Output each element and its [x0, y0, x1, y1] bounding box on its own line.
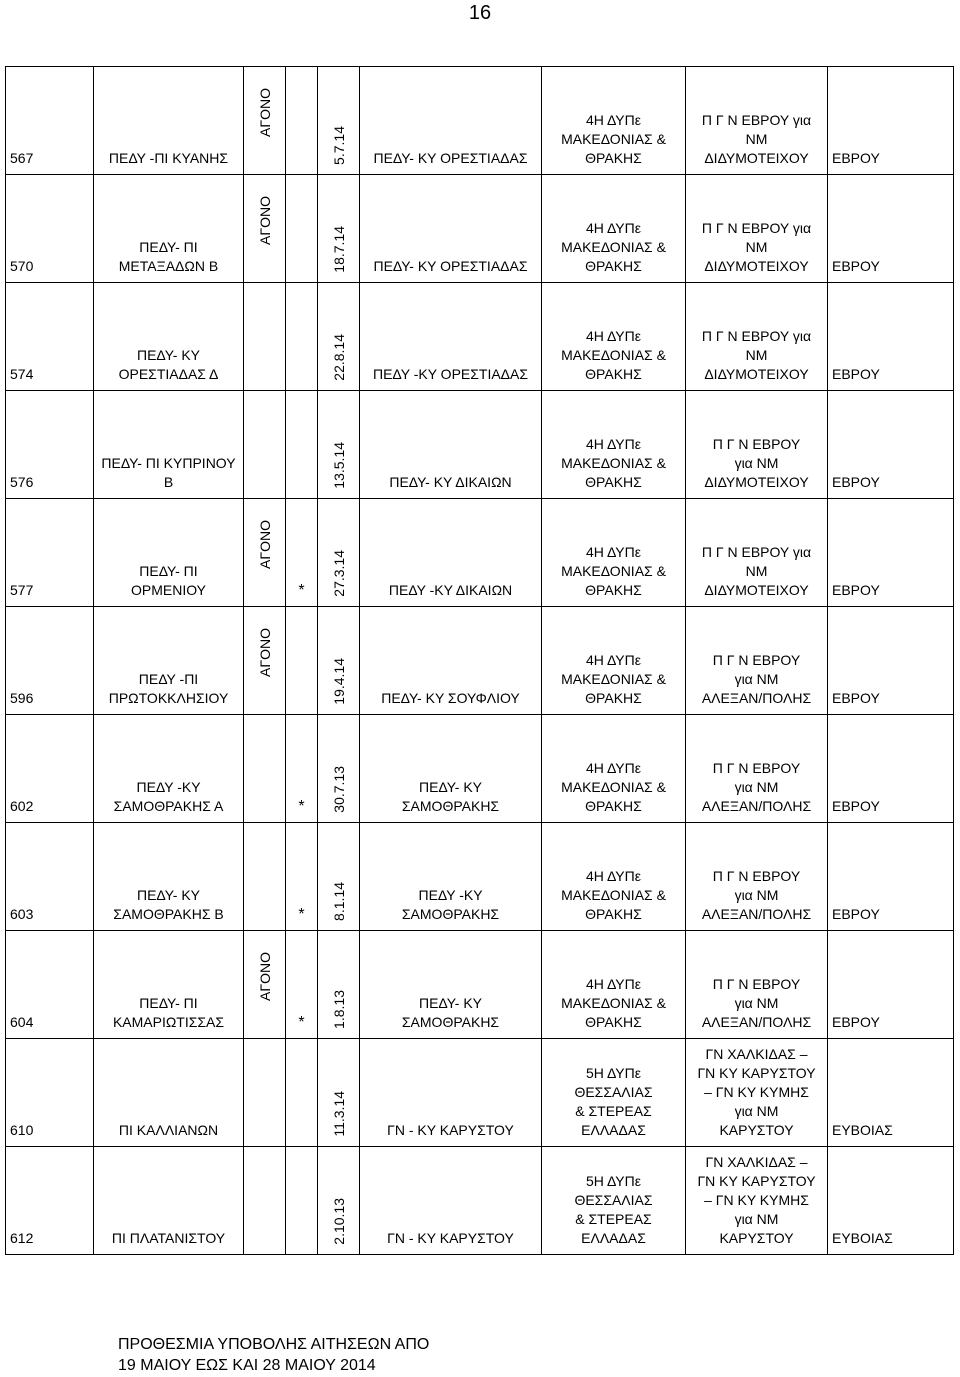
vacancy-date: 18.7.14 [330, 226, 347, 273]
health-unit-cell [360, 607, 542, 715]
prefecture-cell [828, 391, 954, 499]
prefecture: ΕΥΒΟΙΑΣ [832, 1230, 893, 1246]
row-number: 576 [10, 474, 34, 490]
hospital-directorate: Π Γ Ν ΕΒΡΟΥ για ΝΜ ΔΙΔΥΜΟΤΕΙΧΟΥ [701, 544, 812, 598]
school-name: ΠΕΔΥ- ΠΙ ΚΥΠΡΙΝΟΥ Β [101, 455, 236, 490]
prefecture: ΕΒΡΟΥ [832, 798, 880, 814]
health-unit-cell [360, 175, 542, 283]
school-name: ΠΙ ΠΛΑΤΑΝΙΣΤΟΥ [111, 1230, 226, 1246]
vacancy-date: 8.1.14 [330, 882, 347, 921]
school-name: ΠΙ ΚΑΛΛΙΑΝΩΝ [118, 1122, 219, 1138]
vacancy-date: 13.5.14 [330, 442, 347, 489]
row-number: 612 [10, 1230, 34, 1246]
prefecture-cell [828, 931, 954, 1039]
remote-type-cell [244, 1039, 286, 1147]
table-row [6, 1147, 954, 1255]
school-name-cell [94, 499, 244, 607]
health-unit-cell [360, 67, 542, 175]
prefecture-cell [828, 67, 954, 175]
prefecture-cell [828, 715, 954, 823]
row-number-cell [6, 391, 94, 499]
health-unit: ΠΕΔΥ -ΚΥ ΟΡΕΣΤΙΑΔΑΣ [372, 366, 529, 382]
star-mark-cell [286, 607, 318, 715]
remote-type-cell [244, 67, 286, 175]
star-mark: * [298, 798, 305, 815]
school-name-cell [94, 391, 244, 499]
vacancy-date-cell [318, 1147, 360, 1255]
health-region-cell [542, 67, 686, 175]
row-number: 574 [10, 366, 34, 382]
health-unit: ΠΕΔΥ- ΚΥ ΔΙΚΑΙΩΝ [389, 474, 512, 490]
star-mark: * [298, 906, 305, 923]
row-number-cell [6, 607, 94, 715]
star-mark-cell [286, 1147, 318, 1255]
table-row [6, 715, 954, 823]
hospital-directorate: Π Γ Ν ΕΒΡΟΥ για ΝΜ ΔΙΔΥΜΟΤΕΙΧΟΥ [704, 436, 809, 490]
school-name: ΠΕΔΥ -ΠΙ ΠΡΩΤΟΚΚΛΗΣΙΟΥ [108, 671, 229, 706]
vacancy-date-cell [318, 283, 360, 391]
row-number-cell [6, 499, 94, 607]
health-region-cell [542, 715, 686, 823]
prefecture-cell [828, 499, 954, 607]
hospital-directorate: Π Γ Ν ΕΒΡΟΥ για ΝΜ ΑΛΕΞΑΝ/ΠΟΛΗΣ [701, 976, 812, 1030]
health-unit-cell [360, 391, 542, 499]
school-name: ΠΕΔΥ -ΠΙ ΚΥΑΝΗΣ [108, 150, 229, 166]
vacancy-date: 30.7.13 [330, 766, 347, 813]
health-unit: ΠΕΔΥ- ΚΥ ΟΡΕΣΤΙΑΔΑΣ [373, 258, 528, 274]
vacancy-date: 2.10.13 [330, 1198, 347, 1245]
vacancy-date-cell [318, 715, 360, 823]
vacancy-date-cell [318, 175, 360, 283]
row-number-cell [6, 931, 94, 1039]
row-number: 567 [10, 150, 34, 166]
school-name-cell [94, 1147, 244, 1255]
remote-type: ΑΓΟΝΟ [256, 520, 273, 569]
vacancy-date-cell [318, 607, 360, 715]
star-mark-cell [286, 823, 318, 931]
health-unit: ΓΝ - ΚΥ ΚΑΡΥΣΤΟΥ [387, 1230, 514, 1246]
school-name-cell [94, 607, 244, 715]
prefecture-cell [828, 283, 954, 391]
health-region-cell [542, 931, 686, 1039]
vacancy-date-cell [318, 823, 360, 931]
table-row [6, 607, 954, 715]
health-unit: ΓΝ - ΚΥ ΚΑΡΥΣΤΟΥ [387, 1122, 514, 1138]
prefecture-cell [828, 607, 954, 715]
positions-table [5, 66, 954, 1255]
remote-type-cell [244, 175, 286, 283]
hospital-directorate: Π Γ Ν ΕΒΡΟΥ για ΝΜ ΔΙΔΥΜΟΤΕΙΧΟΥ [701, 328, 812, 382]
row-number: 577 [10, 582, 34, 598]
vacancy-date: 5.7.14 [330, 126, 347, 165]
health-region-cell [542, 499, 686, 607]
health-region: 4Η ΔΥΠε ΜΑΚΕΔΟΝΙΑΣ & ΘΡΑΚΗΣ [561, 760, 666, 814]
prefecture: ΕΒΡΟΥ [832, 474, 880, 490]
health-unit-cell [360, 1147, 542, 1255]
remote-type-cell [244, 499, 286, 607]
vacancy-date-cell [318, 1039, 360, 1147]
health-region-cell [542, 175, 686, 283]
hospital-directorate-cell [686, 1147, 828, 1255]
school-name-cell [94, 283, 244, 391]
deadline-note: ΠΡΟΘΕΣΜΙΑ ΥΠΟΒΟΛΗΣ ΑΙΤΗΣΕΩΝ ΑΠΟ 19 ΜΑΙΟΥ ΕΩΣ ΚΑΙ 28 ΜΑΙΟΥ 2014 [118, 1336, 430, 1374]
prefecture: ΕΒΡΟΥ [832, 690, 880, 706]
star-mark-cell [286, 391, 318, 499]
hospital-directorate-cell [686, 607, 828, 715]
vacancy-date-cell [318, 931, 360, 1039]
hospital-directorate-cell [686, 823, 828, 931]
star-mark-cell [286, 715, 318, 823]
health-region: 4Η ΔΥΠε ΜΑΚΕΔΟΝΙΑΣ & ΘΡΑΚΗΣ [561, 328, 666, 382]
school-name: ΠΕΔΥ- ΚΥ ΟΡΕΣΤΙΑΔΑΣ Δ [118, 347, 219, 382]
health-unit: ΠΕΔΥ- ΚΥ ΟΡΕΣΤΙΑΔΑΣ [373, 150, 528, 166]
hospital-directorate-cell [686, 67, 828, 175]
health-unit-cell [360, 823, 542, 931]
health-region-cell [542, 283, 686, 391]
health-region-cell [542, 1147, 686, 1255]
hospital-directorate-cell [686, 391, 828, 499]
health-region: 5Η ΔΥΠε ΘΕΣΣΑΛΙΑΣ & ΣΤΕΡΕΑΣ ΕΛΛΑΔΑΣ [574, 1065, 653, 1138]
school-name-cell [94, 715, 244, 823]
table-row [6, 391, 954, 499]
remote-type: ΑΓΟΝΟ [256, 952, 273, 1001]
health-unit-cell [360, 1039, 542, 1147]
health-unit: ΠΕΔΥ -ΚΥ ΔΙΚΑΙΩΝ [388, 582, 513, 598]
row-number-cell [6, 67, 94, 175]
hospital-directorate-cell [686, 283, 828, 391]
health-region: 4Η ΔΥΠε ΜΑΚΕΔΟΝΙΑΣ & ΘΡΑΚΗΣ [561, 544, 666, 598]
star-mark-cell [286, 931, 318, 1039]
row-number-cell [6, 175, 94, 283]
remote-type-cell [244, 715, 286, 823]
hospital-directorate: ΓΝ ΧΑΛΚΙΔΑΣ – ΓΝ ΚΥ ΚΑΡΥΣΤΟΥ – ΓΝ ΚΥ ΚΥΜΗΣ για ΝΜ ΚΑΡΥΣΤΟΥ [697, 1046, 816, 1138]
vacancy-date-cell [318, 67, 360, 175]
prefecture: ΕΥΒΟΙΑΣ [832, 1122, 893, 1138]
hospital-directorate-cell [686, 1039, 828, 1147]
table-row [6, 283, 954, 391]
health-unit-cell [360, 715, 542, 823]
hospital-directorate: Π Γ Ν ΕΒΡΟΥ για ΝΜ ΑΛΕΞΑΝ/ΠΟΛΗΣ [701, 652, 812, 706]
star-mark: * [298, 582, 305, 599]
hospital-directorate: Π Γ Ν ΕΒΡΟΥ για ΝΜ ΑΛΕΞΑΝ/ΠΟΛΗΣ [701, 868, 812, 922]
prefecture: ΕΒΡΟΥ [832, 582, 880, 598]
hospital-directorate-cell [686, 499, 828, 607]
table-row [6, 67, 954, 175]
row-number: 602 [10, 798, 34, 814]
health-unit-cell [360, 931, 542, 1039]
school-name-cell [94, 67, 244, 175]
prefecture: ΕΒΡΟΥ [832, 906, 880, 922]
star-mark-cell [286, 1039, 318, 1147]
health-region-cell [542, 607, 686, 715]
health-region-cell [542, 1039, 686, 1147]
remote-type-cell [244, 823, 286, 931]
prefecture: ΕΒΡΟΥ [832, 150, 880, 166]
prefecture: ΕΒΡΟΥ [832, 258, 880, 274]
health-region: 4Η ΔΥΠε ΜΑΚΕΔΟΝΙΑΣ & ΘΡΑΚΗΣ [561, 652, 666, 706]
hospital-directorate: Π Γ Ν ΕΒΡΟΥ για ΝΜ ΔΙΔΥΜΟΤΕΙΧΟΥ [701, 112, 812, 166]
hospital-directorate-cell [686, 715, 828, 823]
remote-type: ΑΓΟΝΟ [256, 88, 273, 137]
vacancy-date: 22.8.14 [330, 334, 347, 381]
vacancy-date: 1.8.13 [330, 990, 347, 1029]
table-body [6, 67, 954, 1255]
health-region-cell [542, 391, 686, 499]
row-number: 610 [10, 1122, 34, 1138]
remote-type: ΑΓΟΝΟ [256, 196, 273, 245]
vacancy-date-cell [318, 391, 360, 499]
health-region: 4Η ΔΥΠε ΜΑΚΕΔΟΝΙΑΣ & ΘΡΑΚΗΣ [561, 868, 666, 922]
health-unit-cell [360, 283, 542, 391]
health-unit: ΠΕΔΥ- ΚΥ ΣΑΜΟΘΡΑΚΗΣ [401, 779, 500, 814]
vacancy-date: 27.3.14 [330, 550, 347, 597]
health-region: 4Η ΔΥΠε ΜΑΚΕΔΟΝΙΑΣ & ΘΡΑΚΗΣ [561, 436, 666, 490]
star-mark: * [298, 1014, 305, 1031]
hospital-directorate-cell [686, 931, 828, 1039]
remote-type-cell [244, 283, 286, 391]
school-name-cell [94, 823, 244, 931]
school-name-cell [94, 931, 244, 1039]
remote-type-cell [244, 607, 286, 715]
hospital-directorate-cell [686, 175, 828, 283]
prefecture-cell [828, 1147, 954, 1255]
school-name: ΠΕΔΥ- ΠΙ ΟΡΜΕΝΙΟΥ [130, 563, 206, 598]
table-row [6, 1039, 954, 1147]
row-number-cell [6, 1147, 94, 1255]
school-name: ΠΕΔΥ- ΠΙ ΚΑΜΑΡΙΩΤΙΣΣΑΣ [112, 995, 225, 1030]
health-unit: ΠΕΔΥ- ΚΥ ΣΟΥΦΛΙΟΥ [381, 690, 520, 706]
health-region: 4Η ΔΥΠε ΜΑΚΕΔΟΝΙΑΣ & ΘΡΑΚΗΣ [561, 112, 666, 166]
row-number: 570 [10, 258, 34, 274]
health-region-cell [542, 823, 686, 931]
row-number-cell [6, 823, 94, 931]
star-mark-cell [286, 175, 318, 283]
prefecture-cell [828, 1039, 954, 1147]
row-number: 603 [10, 906, 34, 922]
table-row [6, 931, 954, 1039]
school-name: ΠΕΔΥ -ΚΥ ΣΑΜΟΘΡΑΚΗΣ Α [113, 779, 224, 814]
star-mark-cell [286, 499, 318, 607]
page-number: 16 [468, 2, 492, 24]
hospital-directorate: ΓΝ ΧΑΛΚΙΔΑΣ – ΓΝ ΚΥ ΚΑΡΥΣΤΟΥ – ΓΝ ΚΥ ΚΥΜΗΣ για ΝΜ ΚΑΡΥΣΤΟΥ [697, 1154, 816, 1246]
prefecture: ΕΒΡΟΥ [832, 366, 880, 382]
health-unit: ΠΕΔΥ- ΚΥ ΣΑΜΟΘΡΑΚΗΣ [401, 995, 500, 1030]
row-number-cell [6, 283, 94, 391]
health-region: 4Η ΔΥΠε ΜΑΚΕΔΟΝΙΑΣ & ΘΡΑΚΗΣ [561, 220, 666, 274]
row-number: 596 [10, 690, 34, 706]
row-number-cell [6, 1039, 94, 1147]
prefecture-cell [828, 823, 954, 931]
remote-type: ΑΓΟΝΟ [256, 628, 273, 677]
school-name-cell [94, 1039, 244, 1147]
vacancy-date-cell [318, 499, 360, 607]
remote-type-cell [244, 931, 286, 1039]
row-number-cell [6, 715, 94, 823]
vacancy-date: 19.4.14 [330, 658, 347, 705]
row-number: 604 [10, 1014, 34, 1030]
prefecture-cell [828, 175, 954, 283]
hospital-directorate: Π Γ Ν ΕΒΡΟΥ για ΝΜ ΑΛΕΞΑΝ/ΠΟΛΗΣ [701, 760, 812, 814]
star-mark-cell [286, 67, 318, 175]
table-row [6, 175, 954, 283]
remote-type-cell [244, 1147, 286, 1255]
school-name-cell [94, 175, 244, 283]
school-name: ΠΕΔΥ- ΚΥ ΣΑΜΟΘΡΑΚΗΣ Β [113, 887, 224, 922]
health-unit: ΠΕΔΥ -ΚΥ ΣΑΜΟΘΡΑΚΗΣ [401, 887, 500, 922]
prefecture: ΕΒΡΟΥ [832, 1014, 880, 1030]
remote-type-cell [244, 391, 286, 499]
table-row [6, 823, 954, 931]
vacancy-date: 11.3.14 [330, 1091, 347, 1137]
health-unit-cell [360, 499, 542, 607]
star-mark-cell [286, 283, 318, 391]
hospital-directorate: Π Γ Ν ΕΒΡΟΥ για ΝΜ ΔΙΔΥΜΟΤΕΙΧΟΥ [701, 220, 812, 274]
health-region: 4Η ΔΥΠε ΜΑΚΕΔΟΝΙΑΣ & ΘΡΑΚΗΣ [561, 976, 666, 1030]
table-row [6, 499, 954, 607]
health-region: 5Η ΔΥΠε ΘΕΣΣΑΛΙΑΣ & ΣΤΕΡΕΑΣ ΕΛΛΑΔΑΣ [574, 1173, 653, 1246]
school-name: ΠΕΔΥ- ΠΙ ΜΕΤΑΞΑΔΩΝ Β [118, 239, 219, 274]
